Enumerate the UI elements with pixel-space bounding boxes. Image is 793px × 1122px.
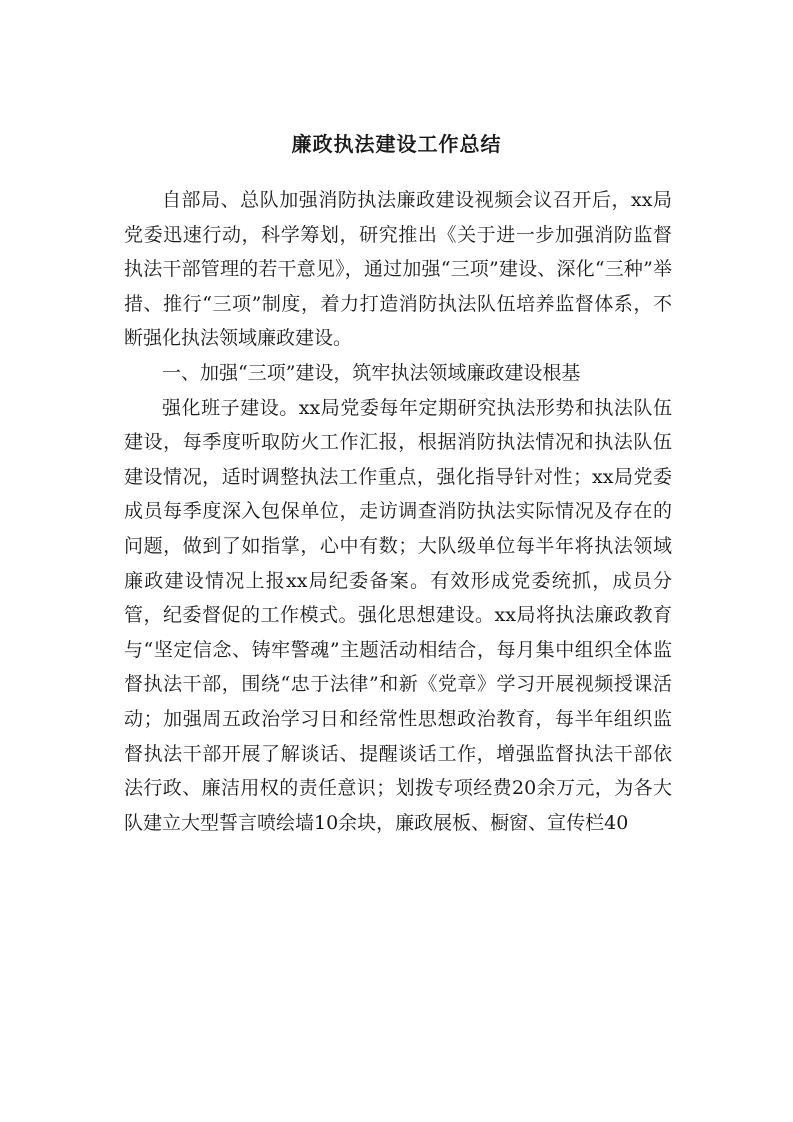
paragraph-section-1: 强化班子建设。xx局党委每年定期研究执法形势和执法队伍建设，每季度听取防火工作汇报，根据消防执法情况和执法队伍建设情况，适时调整执法工作重点，强化指导针对性；xx局党委成员每季度深入包保单位，走访调查消防执法实际情况及存在的问题，做到了如指掌，心中有数；大队级单位每半年将执法领域廉政建设情况上报xx局纪委备案。有效形成党委统抓，成员分管，纪委督促的工作模式。强化思想建设。xx局将执法廉政教育与“坚定信念、铸牢警魂”主题活动相结合，每月集中组织全体监督执法干部，围绕“忠于法律”和新《党章》学习开展视频授课活动；加强周五政治学习日和经常性思想政治教育，每半年组织监督执法干部开展了解谈话、提醒谈话工作，增强监督执法干部依法行政、廉洁用权的责任意识；划拨专项经费20余万元，为各大队建立大型誓言喷绘墙10余块，廉政展板、橱窗、宣传栏40 bbox=[124, 396, 672, 834]
document-title: 廉政执法建设工作总结 bbox=[291, 132, 502, 156]
document-body bbox=[124, 183, 672, 840]
paragraph-intro: 自部局、总队加强消防执法廉政建设视频会议召开后，xx局党委迅速行动，科学筹划，研究推出《关于进一步加强消防监督执法干部管理的若干意见》，通过加强“三项”建设、深化“三种”举措、推行“三项”制度，着力打造消防执法队伍培养监督体系，不断强化执法领域廉政建设。 bbox=[124, 189, 672, 350]
section-heading: 一、加强“三项”建设，筑牢执法领域廉政建设根基 bbox=[162, 361, 581, 384]
